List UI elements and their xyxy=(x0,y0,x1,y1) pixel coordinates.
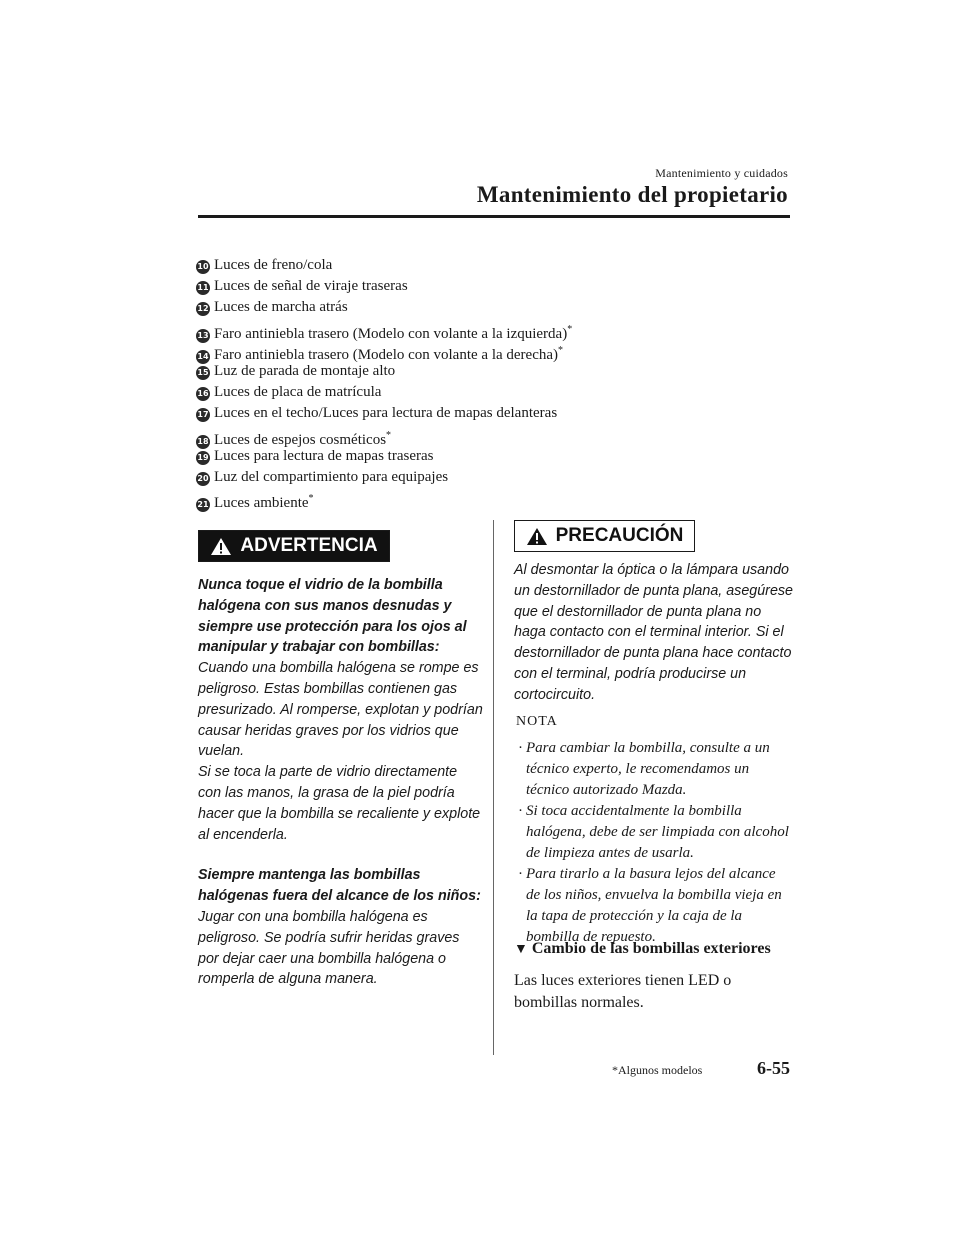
list-item xyxy=(514,738,790,801)
paragraph-spacer xyxy=(198,845,483,865)
list-item xyxy=(196,446,572,467)
circled-number: 10 xyxy=(196,260,210,274)
nota-item-text: Para cambiar la bombilla, consulte a un técnico experto, le recomendamos un técnico autorizado Mazda. xyxy=(526,740,770,798)
list-item-label: Luz de parada de montaje alto xyxy=(214,362,396,379)
list-item-label: Luces para lectura de mapas traseras xyxy=(214,447,434,464)
subsection-heading xyxy=(514,940,771,958)
circled-number: 13 xyxy=(196,329,210,343)
list-item xyxy=(196,382,572,403)
list-item-label: Faro antiniebla trasero (Modelo con volante a la derecha) xyxy=(214,346,559,363)
bullet-dot-icon: · xyxy=(518,740,523,756)
bullet-dot-icon: · xyxy=(518,803,523,819)
warning-heading-2: Siempre mantenga las bombillas halógenas fuera del alcance de los niños: xyxy=(198,867,481,905)
list-item-label: Luces de placa de matrícula xyxy=(214,384,382,401)
circled-number: 12 xyxy=(196,302,210,316)
circled-number: 20 xyxy=(196,472,210,486)
caution-triangle-icon xyxy=(526,527,548,546)
list-item-label: Luz del compartimiento para equipajes xyxy=(214,468,449,485)
list-item xyxy=(514,864,790,948)
nota-list xyxy=(514,738,790,948)
list-item xyxy=(196,276,572,297)
list-item xyxy=(196,297,572,318)
subsection-title: Cambio de las bombillas exteriores xyxy=(531,940,771,957)
bulb-list xyxy=(196,255,573,512)
list-item xyxy=(196,319,572,340)
triangle-down-icon: ▼ xyxy=(514,942,528,957)
list-item-label: Luces en el techo/Luces para lectura de mapas delanteras xyxy=(214,405,558,422)
circled-number: 18 xyxy=(196,435,210,449)
asterisk-mark: * xyxy=(308,493,314,505)
list-item xyxy=(196,488,572,512)
list-item xyxy=(514,801,790,864)
asterisk-mark: * xyxy=(386,429,392,441)
nota-item-text: Para tirarlo a la basura lejos del alcance de los niños, envuelva la bombilla vieja en la tapa de protección y la caja de la bombilla de repuesto. xyxy=(526,866,782,945)
circled-number: 17 xyxy=(196,408,210,422)
warning-triangle-icon xyxy=(210,537,232,556)
asterisk-mark: * xyxy=(567,323,573,335)
circled-number: 16 xyxy=(196,387,210,401)
list-item-label: Luces de marcha atrás xyxy=(214,299,348,316)
subsection-text: Las luces exteriores tienen LED o bombillas normales. xyxy=(514,972,732,1011)
warning-text-1: Cuando una bombilla halógena se rompe es peligroso. Estas bombillas contienen gas presurizado. Al romperse, explotan y podrían causar heridas graves por los vidrios que vuelan. xyxy=(198,660,483,760)
header-rule xyxy=(198,215,790,218)
warning-body xyxy=(198,575,483,990)
list-item-label: Luces de freno/cola xyxy=(214,257,333,273)
asterisk-mark: * xyxy=(558,344,564,356)
page-number: 6-55 xyxy=(757,1058,790,1078)
list-item-label: Faro antiniebla trasero (Modelo con volante a la izquierda) xyxy=(214,325,568,342)
caution-label: PRECAUCIÓN xyxy=(555,525,684,546)
circled-number: 14 xyxy=(196,350,210,364)
circled-number: 19 xyxy=(196,451,210,465)
column-divider xyxy=(493,520,494,1055)
list-item xyxy=(196,425,572,446)
list-item xyxy=(196,361,572,382)
bullet-dot-icon: · xyxy=(518,866,523,882)
caution-body xyxy=(514,560,794,706)
header-title: Mantenimiento del propietario xyxy=(476,182,788,207)
list-item-label: Luces de señal de viraje traseras xyxy=(214,278,408,295)
circled-number: 11 xyxy=(196,281,210,295)
warning-text-3: Jugar con una bombilla halógena es peligroso. Se podría sufrir heridas graves por dejar caer una bombilla halógena o romperla de alguna manera. xyxy=(198,908,460,988)
warning-banner xyxy=(198,530,390,562)
list-item-label: Luces ambiente xyxy=(214,495,309,512)
header-section-label: Mantenimiento y cuidados xyxy=(655,166,788,180)
caution-text: Al desmontar la óptica o la lámpara usando un destornillador de punta plana, asegúrese que el destornillador de punta plana no haga contacto con el terminal interior. Si el destornillador de punta plana hace contacto con el terminal, podría producirse un cortocircuito. xyxy=(514,562,793,703)
caution-banner xyxy=(514,520,695,552)
nota-title: NOTA xyxy=(516,714,558,729)
warning-label: ADVERTENCIA xyxy=(240,535,378,556)
nota-item-text: Si toca accidentalmente la bombilla halógena, debe de ser limpiada con alcohol de limpieza antes de usarla. xyxy=(526,803,789,861)
circled-number: 21 xyxy=(196,498,210,512)
warning-text-2: Si se toca la parte de vidrio directamente con las manos, la grasa de la piel podría hacer que la bombilla se recaliente y explote al encenderla. xyxy=(198,764,481,843)
list-item xyxy=(196,340,572,361)
footnote: *Algunos modelos xyxy=(612,1063,703,1077)
circled-number: 15 xyxy=(196,366,210,380)
list-item xyxy=(196,403,572,424)
list-item xyxy=(196,255,572,276)
warning-heading-1: Nunca toque el vidrio de la bombilla halógena con sus manos desnudas y siempre use protección para los ojos al manipular y trabajar con bombillas: xyxy=(198,577,467,656)
list-item xyxy=(196,467,572,488)
list-item-label: Luces de espejos cosméticos xyxy=(214,431,387,448)
